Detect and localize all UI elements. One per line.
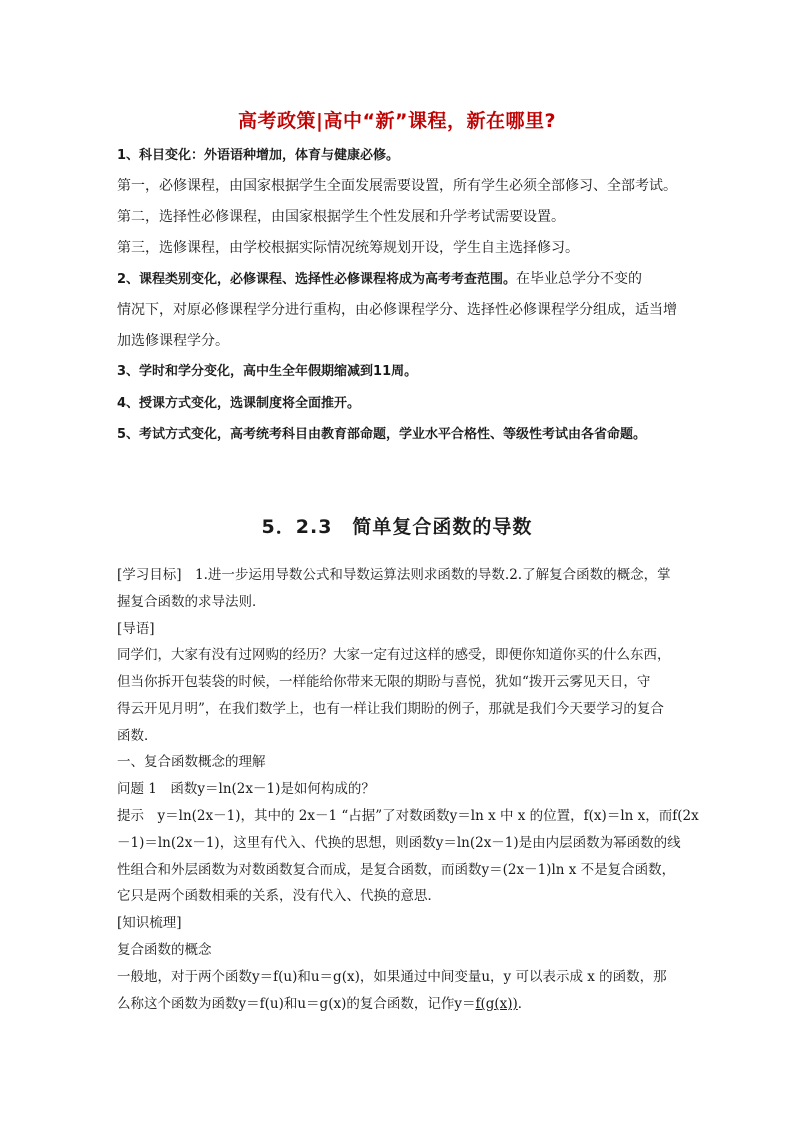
- course-category-bold: 2、课程类别变化，必修课程、选择性必修课程将成为高考考查范围。: [117, 272, 517, 287]
- article-title: 高考政策|高中“新”课程，新在哪里?: [238, 110, 556, 132]
- hint-l4: 它只是两个函数相乘的关系，没有代入、代换的意思．: [117, 888, 441, 904]
- paragraph-course-category-l3: 加选修课程学分。: [117, 333, 229, 349]
- intro-l4: 函数．: [117, 728, 158, 744]
- concept-title: 复合函数的概念: [117, 942, 212, 958]
- paragraph-course-category: [117, 269, 682, 290]
- paragraph-elective: 第三，选修课程，由学校根据实际情况统筹规划开设，学生自主选择修习。: [117, 240, 579, 256]
- paragraph-subject-change: 1、科目变化：外语语种增加，体育与健康必修。: [117, 148, 400, 163]
- paragraph-teaching-change: 4、授课方式变化，选课制度将全面推开。: [117, 396, 361, 411]
- concept-l1: 一般地，对于两个函数y＝f(u)和u＝g(x)，如果通过中间变量u，y 可以表示成 x 的函数，那: [117, 969, 667, 985]
- paragraph-credit-change: 3、学时和学分变化，高中生全年假期缩减到11周。: [117, 364, 418, 379]
- paragraph-course-category-l2: 情况下，对原必修课程学分进行重构，由必修课程学分、选择性必修课程学分组成，适当增: [117, 302, 677, 318]
- composite-notation: f(g(x)): [475, 996, 518, 1012]
- paragraph-elective-required: 第二，选择性必修课程，由国家根据学生个性发展和升学考试需要设置。: [117, 209, 565, 225]
- hint-l3: 性组合和外层函数为对数函数复合而成，是复合函数，而函数y＝(2x－1)ln x 不是复合函数，: [117, 862, 676, 878]
- course-category-rest: 在毕业总学分不变的: [516, 271, 643, 287]
- hint-l1: 提示 y＝ln(2x－1)，其中的 2x－1 “占据”了对数函数y＝ln x 中 x 的位置，f(x)＝ln x，而f(2x: [117, 808, 699, 824]
- paragraph-required-course: 第一，必修课程，由国家根据学生全面发展需要设置，所有学生必须全部修习、全部考试。: [117, 178, 677, 194]
- paragraph-exam-change: 5、考试方式变化，高考统考科目由教育部命题，学业水平合格性、等级性考试由各省命题。: [117, 427, 647, 442]
- intro-l1: 同学们，大家有没有过网购的经历？大家一定有过这样的感受，即便你知道你买的什么东西，: [117, 647, 671, 663]
- learning-goal-l1: [学习目标] 1.进一步运用导数公式和导数运算法则求函数的导数.2.了解复合函数的概念，掌: [117, 567, 671, 583]
- concept-l2-post: ．: [517, 996, 532, 1012]
- intro-heading: [导语]: [117, 621, 155, 637]
- hint-l2: －1)＝ln(2x－1)，这里有代入、代换的思想，则函数y＝ln(2x－1)是由内层函数为幂函数的线: [117, 835, 681, 851]
- concept-l2: [117, 994, 682, 1014]
- section-concept-heading: 一、复合函数概念的理解: [117, 754, 266, 770]
- question-1: 问题 1 函数y＝ln(2x－1)是如何构成的？: [117, 781, 375, 797]
- knowledge-heading: [知识梳理]: [117, 915, 182, 931]
- concept-l2-pre: 么称这个函数为函数y＝f(u)和u＝g(x)的复合函数，记作y＝: [117, 996, 476, 1012]
- learning-goal-l2: 握复合函数的求导法则．: [117, 594, 266, 610]
- intro-l3: 得云开见月明”，在我们数学上，也有一样让我们期盼的例子，那就是我们今天要学习的复合: [117, 701, 664, 717]
- lesson-title: 5．2.3 简单复合函数的导数: [261, 516, 533, 538]
- intro-l2: 但当你拆开包装袋的时候，一样能给你带来无限的期盼与喜悦，犹如“拨开云雾见天日，守: [117, 674, 651, 690]
